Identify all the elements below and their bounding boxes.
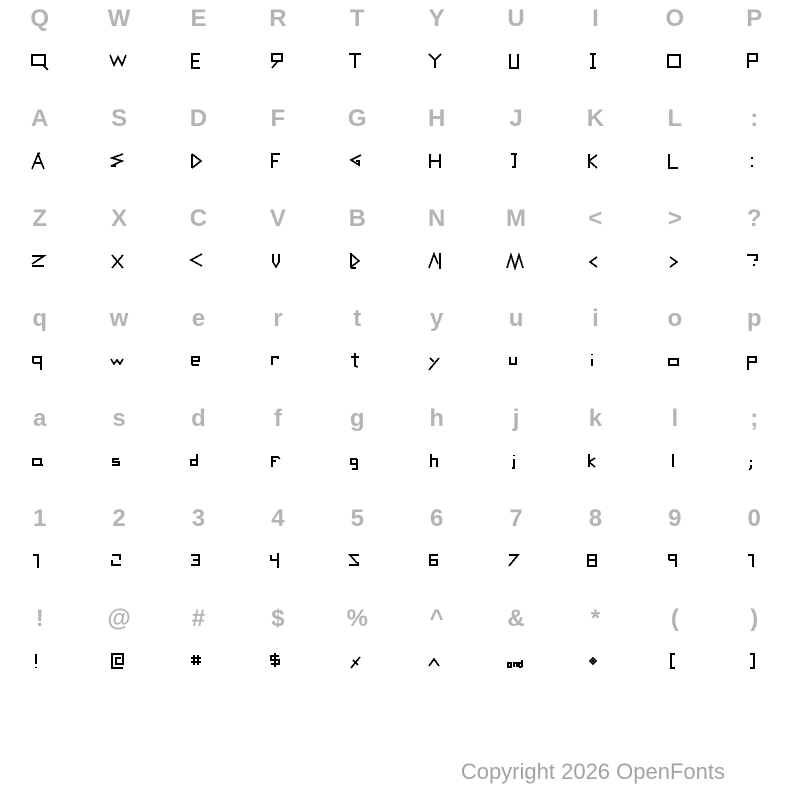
char-label: Z: [32, 205, 48, 232]
char-label: l: [671, 405, 679, 432]
char-glyph: [425, 49, 449, 73]
char-glyph: [28, 649, 52, 673]
glyph-row: [0, 49, 800, 73]
char-glyph: [663, 349, 687, 373]
specimen-row: [0, 500, 800, 600]
char-glyph: [663, 549, 687, 573]
char-label: f: [273, 405, 282, 432]
char-glyph: [663, 449, 687, 473]
char-label: 4: [271, 505, 285, 532]
char-label: D: [189, 105, 208, 132]
char-label: t: [353, 305, 362, 332]
char-glyph: [663, 249, 687, 273]
char-glyph: [504, 149, 528, 173]
char-glyph: [107, 349, 131, 373]
char-label: o: [667, 305, 683, 332]
char-label: P: [746, 5, 763, 32]
char-label: %: [346, 605, 368, 632]
glyph-row: [0, 449, 800, 473]
char-glyph: [345, 249, 369, 273]
char-label: p: [746, 305, 762, 332]
char-label: 0: [747, 505, 761, 532]
glyph-row: [0, 249, 800, 273]
char-glyph: [504, 449, 528, 473]
char-glyph: [742, 249, 766, 273]
char-label: ?: [746, 205, 762, 232]
char-label: T: [349, 5, 365, 32]
char-glyph: [425, 449, 449, 473]
char-glyph: [266, 349, 290, 373]
char-glyph: [28, 549, 52, 573]
char-glyph: [583, 349, 607, 373]
specimen-row: [0, 0, 800, 100]
char-glyph: [742, 449, 766, 473]
char-label: R: [269, 5, 287, 32]
char-glyph: [107, 149, 131, 173]
char-label: 1: [33, 505, 47, 532]
glyph-row: [0, 149, 800, 173]
label-row: [0, 400, 800, 435]
char-label: W: [107, 5, 131, 32]
char-label: <: [588, 205, 603, 232]
char-label: ;: [750, 405, 759, 432]
char-label: w: [109, 305, 129, 332]
char-glyph: [663, 649, 687, 673]
char-glyph: [742, 349, 766, 373]
char-glyph: [425, 249, 449, 273]
char-glyph: [742, 149, 766, 173]
char-label: u: [508, 305, 524, 332]
char-label: q: [32, 305, 48, 332]
char-glyph: [28, 49, 52, 73]
char-glyph: [742, 549, 766, 573]
char-glyph: [266, 449, 290, 473]
char-label: L: [667, 105, 683, 132]
char-label: e: [191, 305, 206, 332]
char-glyph: [345, 649, 369, 673]
glyph-row: [0, 549, 800, 573]
char-label: 8: [588, 505, 603, 532]
char-label: N: [427, 205, 446, 232]
char-glyph: [107, 449, 131, 473]
char-glyph: [663, 49, 687, 73]
specimen-row: [0, 600, 800, 700]
label-row: [0, 600, 800, 635]
char-glyph: [186, 449, 210, 473]
copyright-text: Copyright 2026 OpenFonts: [460, 759, 725, 784]
label-row: [0, 500, 800, 535]
char-glyph: [345, 549, 369, 573]
char-glyph: [504, 649, 528, 673]
char-label: (: [670, 605, 679, 632]
char-glyph: [742, 649, 766, 673]
char-label: k: [588, 405, 603, 432]
char-label: 3: [191, 505, 206, 532]
char-glyph: [107, 649, 131, 673]
char-label: V: [269, 205, 286, 232]
char-glyph: [504, 549, 528, 573]
char-label: 7: [509, 505, 523, 532]
char-glyph: [583, 649, 607, 673]
char-label: S: [111, 105, 128, 132]
char-glyph: [186, 549, 210, 573]
char-glyph: [266, 49, 290, 73]
char-glyph: [28, 149, 52, 173]
char-glyph: [107, 249, 131, 273]
char-label: h: [429, 405, 444, 432]
char-glyph: [107, 49, 131, 73]
char-label: @: [107, 605, 131, 632]
specimen-row: [0, 300, 800, 400]
char-glyph: [186, 149, 210, 173]
char-glyph: [28, 349, 52, 373]
char-glyph: [504, 349, 528, 373]
char-glyph: [663, 149, 687, 173]
char-glyph: [107, 549, 131, 573]
char-label: B: [348, 205, 366, 232]
char-label: 5: [350, 505, 364, 532]
char-label: 6: [429, 505, 444, 532]
char-glyph: [583, 249, 607, 273]
char-glyph: [425, 649, 449, 673]
char-label: j: [512, 405, 520, 432]
char-label: C: [189, 205, 208, 232]
char-label: *: [590, 605, 601, 632]
char-label: F: [270, 105, 286, 132]
char-label: d: [191, 405, 206, 432]
char-label: G: [347, 105, 367, 132]
char-glyph: [266, 549, 290, 573]
char-glyph: [28, 449, 52, 473]
specimen-row: [0, 400, 800, 500]
char-glyph: [266, 149, 290, 173]
char-label: r: [273, 305, 283, 332]
char-glyph: [186, 249, 210, 273]
char-glyph: [425, 349, 449, 373]
char-label: Y: [428, 5, 445, 32]
char-label: !: [35, 605, 44, 632]
char-label: A: [31, 105, 49, 132]
char-glyph: [345, 49, 369, 73]
label-row: [0, 100, 800, 135]
char-glyph: [583, 149, 607, 173]
char-label: :: [750, 105, 759, 132]
char-label: U: [507, 5, 525, 32]
char-glyph: [425, 549, 449, 573]
char-glyph: [266, 249, 290, 273]
char-label: >: [667, 205, 682, 232]
char-glyph: [345, 349, 369, 373]
char-glyph: [186, 49, 210, 73]
char-glyph: [28, 249, 52, 273]
char-label: O: [665, 5, 685, 32]
specimen-row: [0, 200, 800, 300]
char-label: E: [190, 5, 207, 32]
char-glyph: [266, 649, 290, 673]
char-glyph: [504, 249, 528, 273]
label-row: [0, 0, 800, 35]
char-label: M: [506, 205, 527, 232]
char-glyph: [583, 549, 607, 573]
char-label: ): [750, 605, 759, 632]
glyph-row: [0, 649, 800, 673]
char-glyph: [186, 349, 210, 373]
specimen-row: [0, 100, 800, 200]
char-glyph: [504, 49, 528, 73]
char-glyph: [583, 49, 607, 73]
glyph-row: [0, 349, 800, 373]
char-label: y: [429, 305, 444, 332]
char-label: K: [586, 105, 605, 132]
char-glyph: [186, 649, 210, 673]
char-label: $: [271, 605, 285, 632]
char-label: a: [33, 405, 47, 432]
char-label: #: [191, 605, 206, 632]
char-label: g: [349, 405, 365, 432]
char-label: s: [112, 405, 126, 432]
char-label: X: [111, 205, 128, 232]
char-label: ^: [429, 605, 444, 632]
char-label: 9: [668, 505, 682, 532]
char-glyph: [742, 49, 766, 73]
char-glyph: [345, 449, 369, 473]
char-glyph: [345, 149, 369, 173]
label-row: [0, 200, 800, 235]
label-row: [0, 300, 800, 335]
char-label: &: [507, 605, 525, 632]
char-glyph: [583, 449, 607, 473]
char-label: J: [509, 105, 523, 132]
char-label: i: [592, 305, 599, 332]
char-label: I: [592, 5, 599, 32]
char-label: H: [427, 105, 446, 132]
char-label: 2: [112, 505, 126, 532]
char-label: Q: [30, 5, 50, 32]
char-glyph: [425, 149, 449, 173]
